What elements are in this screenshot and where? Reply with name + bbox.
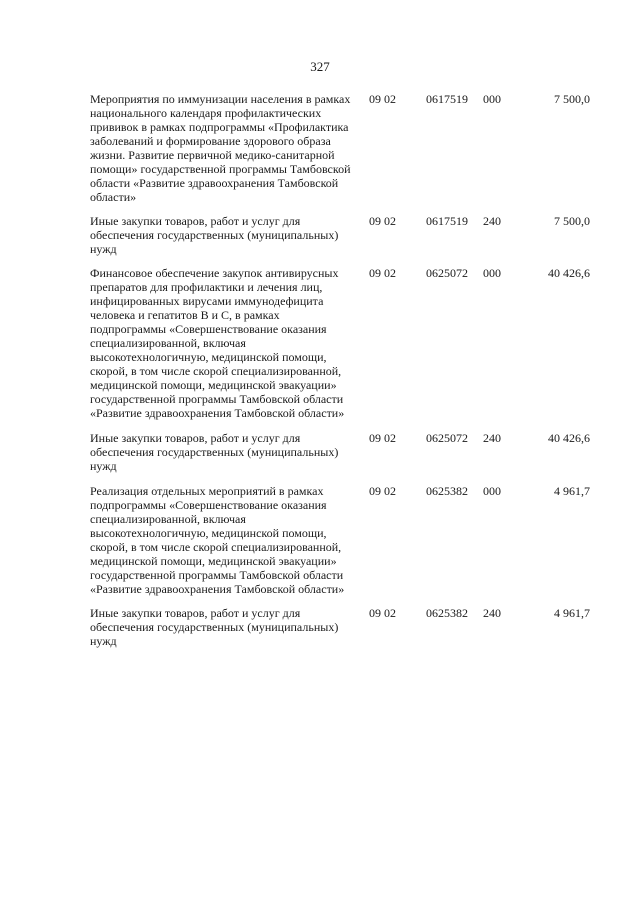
amount-value: 4 961,7 (554, 484, 590, 498)
target-code: 0625072 (426, 266, 468, 280)
table-row (90, 431, 610, 473)
expense-code: 240 (483, 606, 501, 620)
target-code: 0625382 (426, 606, 468, 620)
amount-value: 7 500,0 (554, 92, 590, 106)
row-description: Иные закупки товаров, работ и услуг для обеспечения государственных (муниципальных) нужд (90, 431, 339, 473)
table-row (90, 266, 610, 420)
section-code: 09 02 (369, 484, 396, 498)
row-description: Мероприятия по иммунизации населения в рамках национального календаря профилактических прививок в рамках подпрограммы «Профилактика заболеваний и формирование здорового образа жизни. Развитие первичной медико-санитарной помощи» государственной программы Тамбовской области «Развитие здравоохранения Тамбовской области» (90, 92, 351, 204)
table-row (90, 92, 610, 204)
amount-value: 40 426,6 (548, 431, 590, 445)
section-code: 09 02 (369, 606, 396, 620)
row-description: Финансовое обеспечение закупок антивирусных препаратов для профилактики и лечения лиц, инфицированных вирусами иммунодефицита человека и гепатитов В и С, в рамках подпрограммы «Совершенствование оказания специализированной, включая высокотехнологичную, медицинской помощи, скорой, в том числе скорой специализированной, медицинской помощи, медицинской эвакуации» государственной программы Тамбовской области «Развитие здравоохранения Тамбовской области» (90, 266, 345, 420)
table-row (90, 606, 610, 648)
row-description: Иные закупки товаров, работ и услуг для обеспечения государственных (муниципальных) нужд (90, 214, 339, 256)
table-row (90, 214, 610, 256)
section-code: 09 02 (369, 214, 396, 228)
amount-value: 4 961,7 (554, 606, 590, 620)
budget-table (90, 92, 610, 648)
section-code: 09 02 (369, 92, 396, 106)
amount-value: 40 426,6 (548, 266, 590, 280)
section-code: 09 02 (369, 431, 396, 445)
target-code: 0617519 (426, 92, 468, 106)
expense-code: 240 (483, 214, 501, 228)
page-number: 327 (310, 59, 330, 74)
row-description: Реализация отдельных мероприятий в рамках подпрограммы «Совершенствование оказания специализированной, включая высокотехнологичную, медицинской помощи, скорой, в том числе скорой специализированной, медицинской помощи, медицинской эвакуации» государственной программы Тамбовской области «Развитие здравоохранения Тамбовской области» (90, 484, 345, 596)
row-description: Иные закупки товаров, работ и услуг для обеспечения государственных (муниципальных) нужд (90, 606, 339, 648)
expense-code: 000 (483, 266, 501, 280)
table-row (90, 484, 610, 596)
target-code: 0625382 (426, 484, 468, 498)
expense-code: 000 (483, 484, 501, 498)
target-code: 0617519 (426, 214, 468, 228)
expense-code: 240 (483, 431, 501, 445)
amount-value: 7 500,0 (554, 214, 590, 228)
expense-code: 000 (483, 92, 501, 106)
target-code: 0625072 (426, 431, 468, 445)
section-code: 09 02 (369, 266, 396, 280)
